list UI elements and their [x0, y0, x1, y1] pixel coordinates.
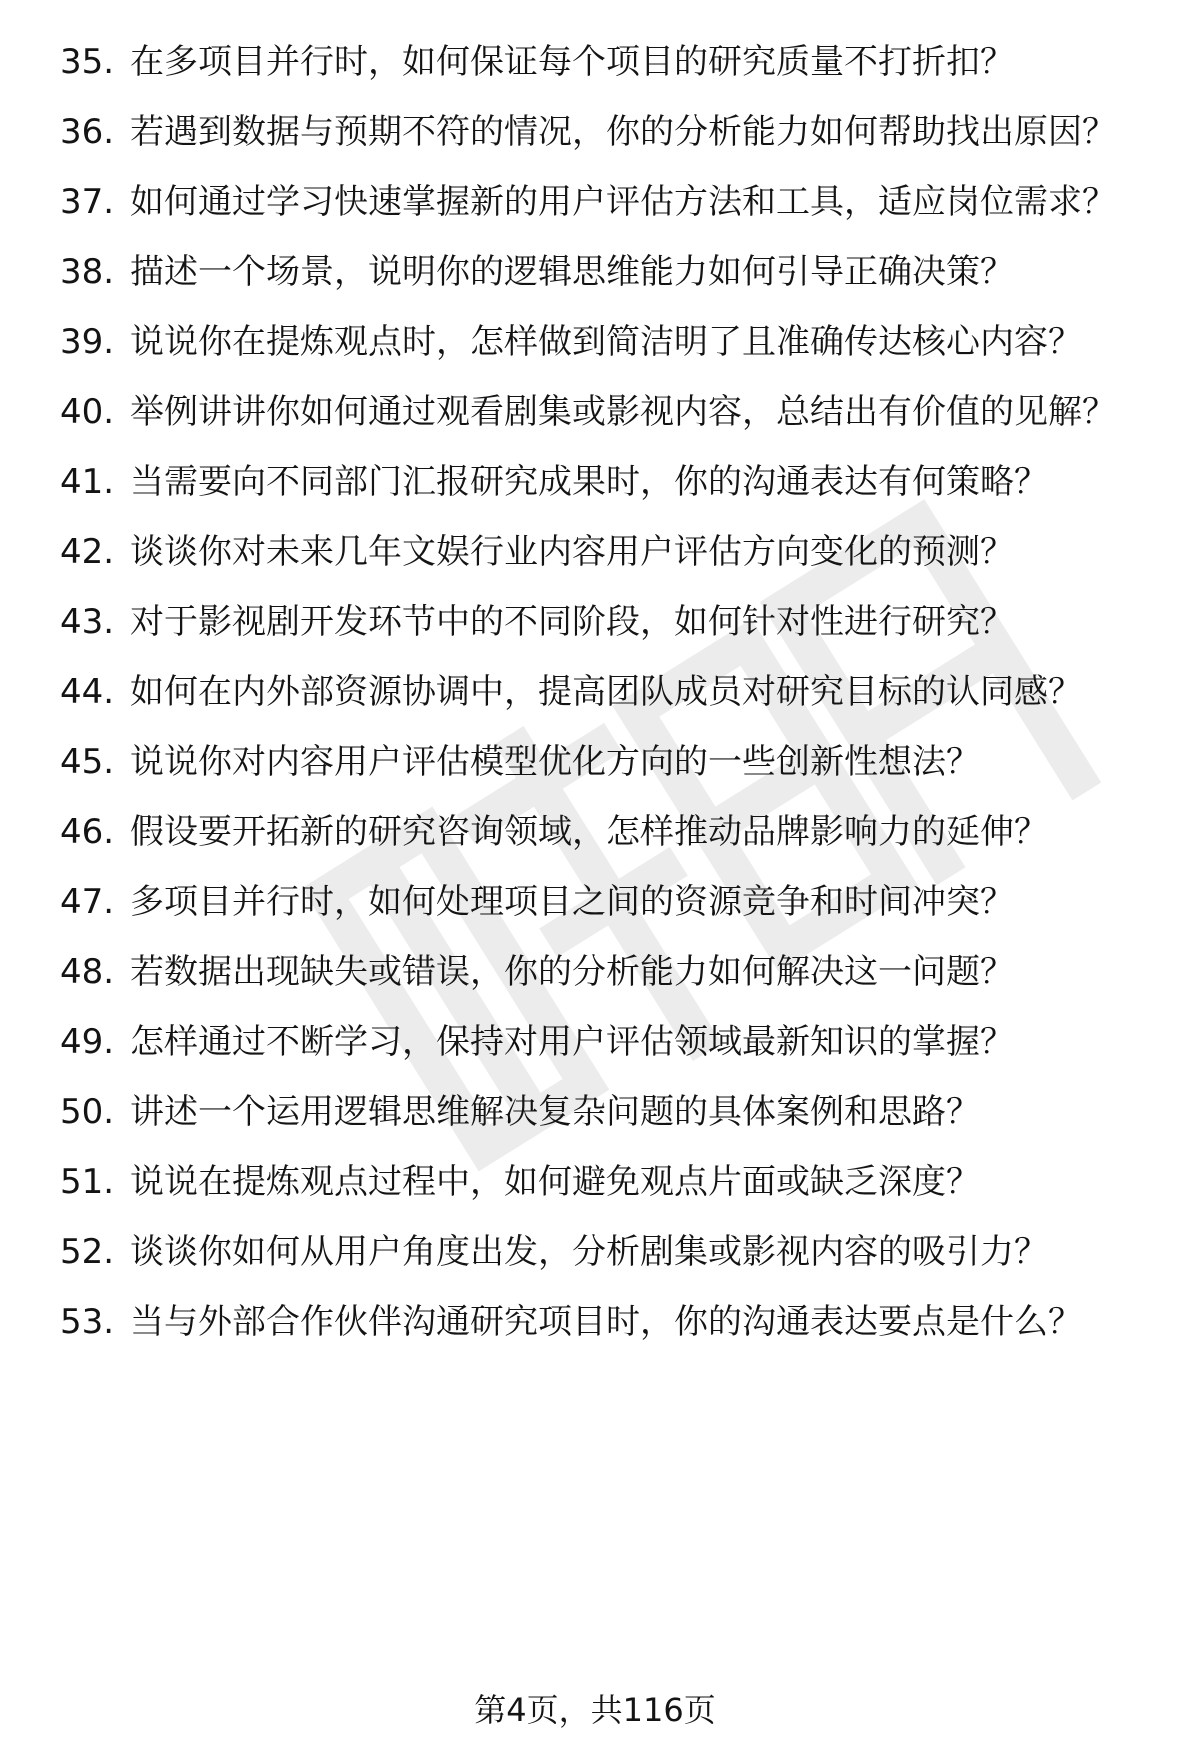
- question-text: 描述一个场景，说明你的逻辑思维能力如何引导正确决策？: [130, 252, 1014, 292]
- question-number: 47.: [60, 882, 115, 922]
- question-text: 假设要开拓新的研究咨询领域，怎样推动品牌影响力的延伸？: [130, 812, 1048, 852]
- list-item: [60, 320, 1150, 364]
- question-text: 对于影视剧开发环节中的不同阶段，如何针对性进行研究？: [130, 602, 1014, 642]
- list-item: [60, 1160, 1150, 1204]
- question-text: 谈谈你对未来几年文娱行业内容用户评估方向变化的预测？: [130, 532, 1014, 572]
- list-item: [60, 1020, 1150, 1064]
- question-number: 52.: [60, 1232, 115, 1272]
- question-text: 在多项目并行时，如何保证每个项目的研究质量不打折扣？: [130, 42, 1014, 82]
- list-item: [60, 390, 1150, 434]
- question-number: 43.: [60, 602, 115, 642]
- list-item: [60, 1230, 1150, 1274]
- question-list: [60, 40, 1150, 1344]
- question-text: 多项目并行时，如何处理项目之间的资源竞争和时间冲突？: [130, 882, 1014, 922]
- question-text: 说说在提炼观点过程中，如何避免观点片面或缺乏深度？: [130, 1162, 980, 1202]
- question-number: 41.: [60, 462, 115, 502]
- question-number: 38.: [60, 252, 115, 292]
- question-text: 如何在内外部资源协调中，提高团队成员对研究目标的认同感？: [130, 672, 1082, 712]
- question-number: 36.: [60, 112, 115, 152]
- question-text: 当与外部合作伙伴沟通研究项目时，你的沟通表达要点是什么？: [130, 1302, 1082, 1342]
- list-item: [60, 950, 1150, 994]
- list-item: [60, 110, 1150, 154]
- question-number: 53.: [60, 1302, 115, 1342]
- question-text: 举例讲讲你如何通过观看剧集或影视内容，总结出有价值的见解？: [130, 392, 1116, 432]
- question-number: 39.: [60, 322, 115, 362]
- question-text: 谈谈你如何从用户角度出发，分析剧集或影视内容的吸引力？: [130, 1232, 1048, 1272]
- question-number: 42.: [60, 532, 115, 572]
- question-number: 48.: [60, 952, 115, 992]
- list-item: [60, 880, 1150, 924]
- list-item: [60, 670, 1150, 714]
- list-item: [60, 40, 1150, 84]
- page-footer: 第4页，共116页: [474, 1691, 716, 1729]
- question-text: 说说你在提炼观点时，怎样做到简洁明了且准确传达核心内容？: [130, 322, 1082, 362]
- question-number: 35.: [60, 42, 115, 82]
- question-text: 若遇到数据与预期不符的情况，你的分析能力如何帮助找出原因？: [130, 112, 1116, 152]
- list-item: [60, 1300, 1150, 1344]
- list-item: [60, 530, 1150, 574]
- question-number: 49.: [60, 1022, 115, 1062]
- question-text: 说说你对内容用户评估模型优化方向的一些创新性想法？: [130, 742, 980, 782]
- question-text: 当需要向不同部门汇报研究成果时，你的沟通表达有何策略？: [130, 462, 1048, 502]
- question-number: 50.: [60, 1092, 115, 1132]
- question-text: 怎样通过不断学习，保持对用户评估领域最新知识的掌握？: [130, 1022, 1014, 1062]
- question-text: 如何通过学习快速掌握新的用户评估方法和工具，适应岗位需求？: [130, 182, 1116, 222]
- list-item: [60, 810, 1150, 854]
- list-item: [60, 180, 1150, 224]
- question-text: 讲述一个运用逻辑思维解决复杂问题的具体案例和思路？: [130, 1092, 980, 1132]
- list-item: [60, 460, 1150, 504]
- list-item: [60, 250, 1150, 294]
- list-item: [60, 1090, 1150, 1134]
- question-number: 44.: [60, 672, 115, 712]
- question-number: 37.: [60, 182, 115, 222]
- list-item: [60, 600, 1150, 644]
- question-number: 51.: [60, 1162, 115, 1202]
- question-number: 45.: [60, 742, 115, 782]
- question-text: 若数据出现缺失或错误，你的分析能力如何解决这一问题？: [130, 952, 1014, 992]
- question-number: 40.: [60, 392, 115, 432]
- question-number: 46.: [60, 812, 115, 852]
- list-item: [60, 740, 1150, 784]
